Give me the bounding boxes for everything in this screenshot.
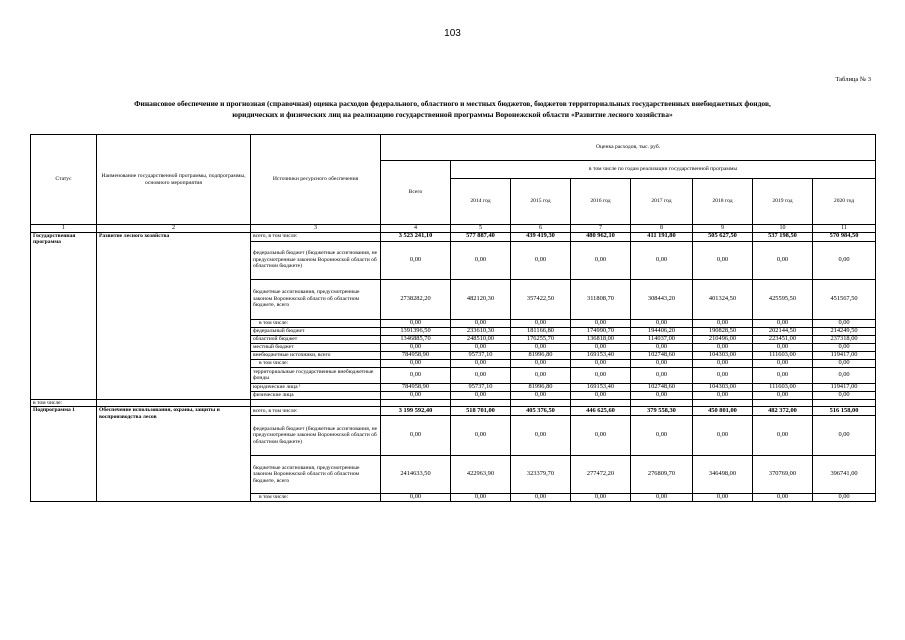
value-cell: 0,00: [813, 241, 876, 279]
value-cell: 0,00: [693, 319, 753, 327]
budget-table: [30, 134, 876, 502]
header-year: 2016 год: [571, 179, 631, 225]
value-cell: 323379,70: [511, 456, 571, 494]
value-cell: 0,00: [511, 391, 571, 399]
value-cell: 518 701,00: [451, 407, 511, 416]
value-cell: 0,00: [631, 367, 693, 383]
value-cell: 446 625,60: [571, 407, 631, 416]
value-cell: 0,00: [813, 319, 876, 327]
value-cell: 784958,90: [381, 351, 451, 359]
value-cell: 114037,00: [631, 335, 693, 343]
header-total: Всего: [381, 161, 451, 225]
in-that-number-label: в том числе:: [31, 399, 97, 407]
value-cell: 0,00: [451, 241, 511, 279]
value-cell: 425595,50: [753, 279, 813, 319]
value-cell: 111603,00: [753, 351, 813, 359]
value-cell: 0,00: [813, 359, 876, 367]
value-cell: 0,00: [381, 359, 451, 367]
header-by-years: в том числе по годам реализации государственной программы: [451, 161, 876, 179]
value-cell: 81996,80: [511, 351, 571, 359]
value-cell: 214249,50: [813, 327, 876, 335]
value-cell: 169153,40: [571, 351, 631, 359]
header-year: 2014 год: [451, 179, 511, 225]
value-cell: 370769,00: [753, 456, 813, 494]
value-cell: 505 627,50: [693, 232, 753, 241]
source-cell: местный бюджет: [251, 343, 381, 351]
value-cell: 405 376,50: [511, 407, 571, 416]
value-cell: 81996,80: [511, 383, 571, 391]
column-index: 9: [693, 225, 753, 233]
source-cell: в том числе:: [251, 359, 381, 367]
column-index: 6: [511, 225, 571, 233]
value-cell: 1346885,70: [381, 335, 451, 343]
value-cell: 411 191,80: [631, 232, 693, 241]
value-cell: 0,00: [451, 391, 511, 399]
column-index: 3: [251, 225, 381, 233]
value-cell: 0,00: [813, 494, 876, 502]
value-cell: 0,00: [511, 319, 571, 327]
value-cell: 169153,40: [571, 383, 631, 391]
header-year: 2020 год: [813, 179, 876, 225]
source-cell: бюджетные ассигнования, предусмотренные законом Воронежской области об областном бюджете, всего: [251, 456, 381, 494]
value-cell: 248510,00: [451, 335, 511, 343]
value-cell: 0,00: [571, 367, 631, 383]
program-name-cell: Обеспечение использования, охраны, защиты и воспроизводства лесов: [97, 407, 251, 502]
value-cell: 0,00: [571, 416, 631, 456]
value-cell: 0,00: [753, 367, 813, 383]
value-cell: 0,00: [753, 359, 813, 367]
value-cell: 104303,00: [693, 351, 753, 359]
state-program-block: [31, 232, 876, 399]
value-cell: 0,00: [631, 359, 693, 367]
value-cell: 308443,20: [631, 279, 693, 319]
value-cell: 784958,90: [381, 383, 451, 391]
value-cell: 0,00: [381, 367, 451, 383]
value-cell: 102748,60: [631, 351, 693, 359]
value-cell: 276809,70: [631, 456, 693, 494]
value-cell: 223451,00: [753, 335, 813, 343]
table-label: Таблица № 3: [835, 76, 871, 83]
value-cell: 0,00: [571, 241, 631, 279]
value-cell: 0,00: [631, 494, 693, 502]
source-cell: федеральный бюджет (бюджетные ассигнования, не предусмотренные законом Воронежской области об областном бюджете): [251, 416, 381, 456]
table-row: [31, 232, 876, 241]
value-cell: 0,00: [693, 391, 753, 399]
source-cell: всего, в том числе:: [251, 232, 381, 241]
value-cell: 0,00: [631, 319, 693, 327]
value-cell: 0,00: [451, 416, 511, 456]
value-cell: 2414633,50: [381, 456, 451, 494]
value-cell: 2738282,20: [381, 279, 451, 319]
value-cell: 0,00: [571, 391, 631, 399]
value-cell: 0,00: [381, 319, 451, 327]
value-cell: 0,00: [381, 241, 451, 279]
in-that-number-row: [31, 399, 876, 407]
value-cell: 119417,00: [813, 383, 876, 391]
value-cell: 95737,10: [451, 383, 511, 391]
value-cell: 0,00: [631, 391, 693, 399]
value-cell: 0,00: [813, 343, 876, 351]
value-cell: 0,00: [753, 416, 813, 456]
value-cell: 181166,80: [511, 327, 571, 335]
value-cell: 1391396,50: [381, 327, 451, 335]
status-cell: Подпрограмма 1: [31, 407, 97, 502]
header-estimate: Оценка расходов, тыс. руб.: [381, 135, 876, 161]
source-cell: физические лица: [251, 391, 381, 399]
subprogram1-block: [31, 407, 876, 502]
value-cell: 0,00: [753, 241, 813, 279]
value-cell: 0,00: [753, 343, 813, 351]
value-cell: 119417,00: [813, 351, 876, 359]
value-cell: 0,00: [753, 391, 813, 399]
value-cell: 0,00: [693, 241, 753, 279]
title-line-1: Финансовое обеспечение и прогнозная (справочная) оценка расходов федерального, областного и местных бюджетов, бюджетов территориальных государственных внебюджетных фондов,: [134, 99, 771, 108]
value-cell: 0,00: [451, 359, 511, 367]
value-cell: 0,00: [511, 241, 571, 279]
value-cell: 0,00: [511, 367, 571, 383]
header-source: Источники ресурсного обеспечения: [251, 135, 381, 225]
column-index: 11: [813, 225, 876, 233]
value-cell: 0,00: [693, 494, 753, 502]
value-cell: 0,00: [511, 343, 571, 351]
header-program-name: Наименование государственной программы, подпрограммы, основного мероприятия: [97, 135, 251, 225]
value-cell: 0,00: [693, 343, 753, 351]
value-cell: 190828,50: [693, 327, 753, 335]
page-number: 103: [444, 28, 461, 39]
header-year: 2015 год: [511, 179, 571, 225]
source-cell: федеральный бюджет (бюджетные ассигнования, не предусмотренные законом Воронежской области об областном бюджете): [251, 241, 381, 279]
value-cell: 401324,50: [693, 279, 753, 319]
value-cell: 422963,90: [451, 456, 511, 494]
value-cell: 0,00: [631, 343, 693, 351]
column-index: 8: [631, 225, 693, 233]
value-cell: 0,00: [571, 343, 631, 351]
value-cell: 0,00: [693, 416, 753, 456]
value-cell: 0,00: [451, 367, 511, 383]
header-year: 2018 год: [693, 179, 753, 225]
column-index: 5: [451, 225, 511, 233]
source-cell: внебюджетные источники, всего: [251, 351, 381, 359]
status-cell: Государственная программа: [31, 232, 97, 399]
source-cell: в том числе:: [251, 494, 381, 502]
value-cell: 0,00: [631, 416, 693, 456]
value-cell: 450 801,00: [693, 407, 753, 416]
value-cell: 0,00: [511, 359, 571, 367]
source-cell: областной бюджет: [251, 335, 381, 343]
column-index: 1: [31, 225, 97, 233]
value-cell: 379 558,30: [631, 407, 693, 416]
value-cell: 111603,00: [753, 383, 813, 391]
source-cell: территориальные государственные внебюджетные фонды: [251, 367, 381, 383]
value-cell: 577 887,40: [451, 232, 511, 241]
column-index: 10: [753, 225, 813, 233]
value-cell: 0,00: [631, 241, 693, 279]
value-cell: 0,00: [381, 391, 451, 399]
value-cell: 210496,00: [693, 335, 753, 343]
value-cell: 0,00: [753, 494, 813, 502]
header-year: 2019 год: [753, 179, 813, 225]
value-cell: 311808,70: [571, 279, 631, 319]
value-cell: 202144,50: [753, 327, 813, 335]
value-cell: 277472,20: [571, 456, 631, 494]
source-cell: в том числе:: [251, 319, 381, 327]
document-title: [30, 98, 875, 120]
value-cell: 3 199 592,40: [381, 407, 451, 416]
title-line-2: юридических и физических лиц на реализацию государственной программы Воронежской области «Развитие лесного хозяйства»: [232, 110, 673, 119]
column-index: 2: [97, 225, 251, 233]
value-cell: 237318,00: [813, 335, 876, 343]
header-status: Статус: [31, 135, 97, 225]
value-cell: 0,00: [381, 343, 451, 351]
value-cell: 3 523 241,10: [381, 232, 451, 241]
value-cell: 516 158,00: [813, 407, 876, 416]
program-name-cell: Развитие лесного хозяйства: [97, 232, 251, 399]
value-cell: 537 198,50: [753, 232, 813, 241]
value-cell: 0,00: [753, 319, 813, 327]
value-cell: 0,00: [451, 319, 511, 327]
value-cell: 482120,30: [451, 279, 511, 319]
value-cell: 0,00: [693, 359, 753, 367]
value-cell: 174990,70: [571, 327, 631, 335]
value-cell: 0,00: [511, 494, 571, 502]
value-cell: 0,00: [813, 391, 876, 399]
value-cell: 0,00: [511, 416, 571, 456]
column-index: 7: [571, 225, 631, 233]
value-cell: 102748,60: [631, 383, 693, 391]
value-cell: 0,00: [451, 494, 511, 502]
value-cell: 233610,30: [451, 327, 511, 335]
source-cell: всего, в том числе:: [251, 407, 381, 416]
value-cell: 104303,00: [693, 383, 753, 391]
value-cell: 0,00: [571, 319, 631, 327]
column-index: 4: [381, 225, 451, 233]
value-cell: 0,00: [451, 343, 511, 351]
value-cell: 0,00: [693, 367, 753, 383]
value-cell: 0,00: [571, 494, 631, 502]
value-cell: 0,00: [571, 359, 631, 367]
value-cell: 95737,10: [451, 351, 511, 359]
value-cell: 480 962,10: [571, 232, 631, 241]
value-cell: 357422,50: [511, 279, 571, 319]
value-cell: 0,00: [381, 494, 451, 502]
value-cell: 396741,00: [813, 456, 876, 494]
header-year: 2017 год: [631, 179, 693, 225]
value-cell: 0,00: [813, 416, 876, 456]
value-cell: 451567,50: [813, 279, 876, 319]
value-cell: 570 984,50: [813, 232, 876, 241]
value-cell: 194406,20: [631, 327, 693, 335]
source-cell: юридические лица ¹: [251, 383, 381, 391]
value-cell: 0,00: [813, 367, 876, 383]
value-cell: 482 372,00: [753, 407, 813, 416]
value-cell: 136818,00: [571, 335, 631, 343]
column-index-row: [31, 225, 876, 233]
value-cell: 346498,00: [693, 456, 753, 494]
table-row: [31, 407, 876, 416]
value-cell: 0,00: [381, 416, 451, 456]
source-cell: бюджетные ассигнования, предусмотренные законом Воронежской области об областном бюджете, всего: [251, 279, 381, 319]
value-cell: 176255,70: [511, 335, 571, 343]
value-cell: 439 419,30: [511, 232, 571, 241]
source-cell: федеральный бюджет: [251, 327, 381, 335]
